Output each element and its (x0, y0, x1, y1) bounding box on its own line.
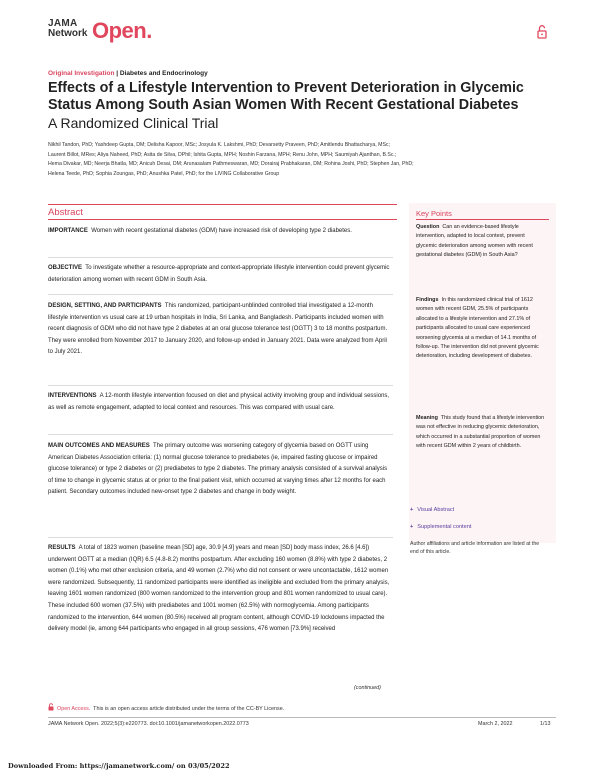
abstract-heading-rule (48, 219, 397, 220)
abstract-divider (48, 537, 393, 538)
visual-abstract-link[interactable] (410, 507, 454, 513)
author-list (48, 141, 548, 179)
key-point-text: In this randomized clinical trial of 1612 women with recent GDM, 25.5% of participants allocated to a lifestyle intervention and 27.1% of participants allocated to usual care experienced worsening glycemia at a median of 14.1 months of follow-up. The intervention did not prevent glycemic deterioration, including development of diabetes. (416, 297, 539, 360)
footer-date: March 2, 2022 (478, 721, 513, 727)
author-line: Hema Divakar, MD; Neerja Bhatla, MD; Anicuh Desai, DM; Arunasalam Pathmeswaran, MD; Dorairaj Prabhakaran, DM; Rohina Joshi, PhD; Stephen Jan, PhD; (48, 161, 414, 167)
plus-icon: + (410, 524, 414, 530)
open-access-line (48, 703, 284, 712)
abstract-top-rule (48, 204, 397, 205)
section-separator: | (116, 70, 119, 77)
key-point-label: Question (416, 224, 440, 230)
author-affiliations-note: Author affiliations and article information are listed at the end of this article. (410, 541, 540, 555)
abstract-design (48, 301, 393, 359)
abstract-results (48, 543, 393, 636)
abstract-label: RESULTS (48, 545, 76, 551)
logo-jama: JAMA (48, 18, 78, 29)
abstract-importance (48, 226, 393, 238)
abstract-divider (48, 434, 393, 435)
author-line: Laurent Billot, MRes; Aliya Naheed, PhD; Asita de Silva, DPhil; Ishita Gupta, MPH; Noshin Farzana, MPH; Renu John, MPH; Saumiyah Ajanthan, B.Sc.; (48, 151, 397, 158)
key-point-label: Meaning (416, 415, 438, 421)
article-section (48, 70, 208, 77)
key-point-findings (416, 296, 547, 362)
supplemental-content-link[interactable] (410, 524, 471, 530)
open-access-icon (48, 703, 54, 711)
abstract-text: To investigate whether a resource-appropriate and context-appropriate lifestyle intervention could prevent glycemic deterioration among women with recent GDM in South Asia. (48, 265, 390, 283)
key-point-label: Findings (416, 297, 439, 303)
footer-rule (48, 717, 556, 718)
abstract-label: DESIGN, SETTING, AND PARTICIPANTS (48, 303, 162, 309)
key-points-heading: Key Points (416, 209, 452, 218)
article-title: Effects of a Lifestyle Intervention to Prevent Deterioration in Glycemic Status Among South Asian Women With Recent Gestational Diabetes (48, 80, 524, 113)
abstract-objective (48, 263, 393, 286)
author-line: Helena Teede, PhD; Sophia Zoungas, PhD; Anushka Patel, PhD; for the LIVING Collaborative Group (48, 170, 280, 177)
key-point-meaning (416, 414, 547, 452)
logo-open: Open. (92, 18, 152, 43)
key-points-rule (416, 219, 549, 220)
abstract-divider (48, 294, 393, 295)
abstract-text: A total of 1823 women (baseline mean [SD] age, 30.9 [4.9] years and mean [SD] body mass index, 26.6 [4.6]) underwent OGTT at a median (IQR) 6.5 (4.8-8.2) months postpartum. After excluding 160 women (8.8%) with type 2 diabetes, 2 women (0.1%) who met other exclusion criteria, and 49 women (2.7%) who did not consent or were uncontactable, 1612 women were randomized. Subsequently, 11 randomized participants were identified as ineligible and excluded from the primary analysis, leaving 1601 women randomized (800 women randomized to the intervention group and 801 women randomized to usual care). These included 600 women (37.5%) with prediabetes and 1001 women (62.5%) with normoglycemia. Among participants randomized to the intervention, 644 women (80.5%) received all program content, although COVID-19 lockdowns impacted the delivery model (ie, among 644 participants who engaged in all group sessions, 476 women [73.9%] received (48, 545, 390, 633)
key-point-question (416, 223, 547, 261)
open-access-label: Open Access. (57, 706, 91, 712)
logo-network: Network (48, 28, 88, 39)
abstract-outcomes (48, 441, 393, 499)
key-point-text: This study found that a lifestyle intervention was not effective in reducing glycemic deterioration, which occurred in a substantial proportion of women with recent GDM within 2 years of childbirth. (416, 415, 545, 450)
abstract-label: MAIN OUTCOMES AND MEASURES (48, 443, 150, 449)
article-type: Original Investigation (48, 70, 115, 77)
key-point-text: Can an evidence-based lifestyle intervention, adapted to local context, prevent glycemic deterioration among women with recent gestational diabetes (GDM) in South Asia? (416, 224, 533, 259)
abstract-text: Women with recent gestational diabetes (GDM) have increased risk of developing type 2 diabetes. (91, 228, 352, 234)
abstract-text: The primary outcome was worsening category of glycemia based on OGTT using American Diabetes Association criteria: (1) normal glucose tolerance to prediabetes (ie, impaired fasting glucose or impaired glucose tolerance) or type 2 diabetes or (2) prediabetes to type 2 diabetes. The primary analysis consisted of a survival analysis of time to change in glycemic status at or prior to the final patient visit, which occurred at varying times after 12 months for each patient. Secondary outcomes included new-onset type 2 diabetes and change in body weight. (48, 443, 388, 496)
plus-icon: + (410, 507, 414, 513)
author-line: Nikhil Tandon, PhD; Yashdeep Gupta, DM; Delisha Kapoor, MSc; Josyula K. Lakshmi, PhD; Devarsetty Praveen, PhD; Amitlendu Bhattacharya, MSc; (48, 142, 390, 148)
abstract-label: IMPORTANCE (48, 228, 88, 234)
link-label: Visual Abstract (417, 507, 455, 513)
footer-citation: JAMA Network Open. 2022;5(3):e220773. doi:10.1001/jamanetworkopen.2022.0773 (48, 721, 249, 727)
abstract-label: INTERVENTIONS (48, 393, 97, 399)
open-access-text: This is an open access article distributed under the terms of the CC-BY License. (93, 706, 285, 712)
abstract-divider (48, 257, 393, 258)
download-stamp: Downloaded From: https://jamanetwork.com/ on 03/05/2022 (8, 762, 230, 770)
footer-page-number: 1/13 (540, 721, 551, 727)
abstract-divider (48, 385, 393, 386)
abstract-interventions (48, 391, 393, 414)
abstract-text: A 12-month lifestyle intervention focused on diet and physical activity involving group and individual sessions, as well as remote engagement, adapted to local context and resources. This was compared with usual care. (48, 393, 390, 411)
abstract-text: This randomized, participant-unblinded controlled trial investigated a 12-month lifestyle intervention vs usual care at 19 urban hospitals in India, Sri Lanka, and Bangladesh. Participants included women with recent diagnosis of GDM who did not have type 2 diabetes at an oral glucose tolerance test (OGTT) 3 to 18 months postpartum. They were enrolled from November 2017 to January 2020, and follow-up ended in January 2021. Data were analyzed from April to July 2021. (48, 303, 388, 356)
article-subtitle: A Randomized Clinical Trial (48, 115, 219, 131)
abstract-heading: Abstract (48, 207, 83, 218)
link-label: Supplemental content (417, 524, 472, 530)
article-topic: Diabetes and Endocrinology (119, 70, 208, 77)
open-access-lock-icon (537, 24, 547, 39)
continued-note: (continued) (354, 685, 381, 691)
abstract-label: OBJECTIVE (48, 265, 83, 271)
